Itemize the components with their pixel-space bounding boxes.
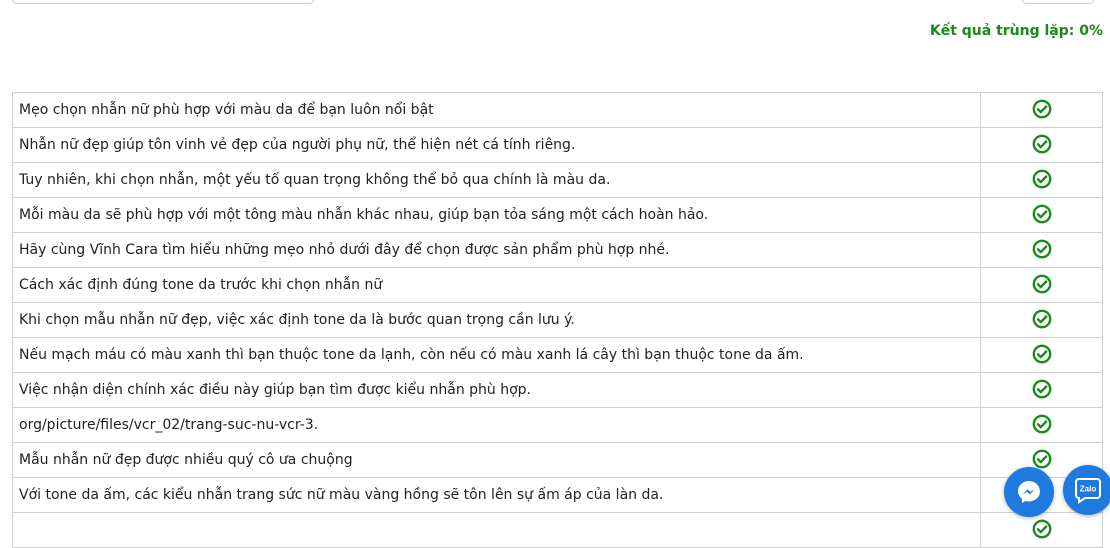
table-row bbox=[13, 478, 1103, 513]
check-circle-icon bbox=[1032, 519, 1052, 539]
messenger-button[interactable] bbox=[1004, 467, 1054, 517]
check-circle-icon bbox=[1032, 169, 1052, 189]
status-cell bbox=[981, 128, 1103, 163]
sentence-cell: Mẫu nhẫn nữ đẹp được nhiều quý cô ưa chuộng bbox=[13, 443, 981, 478]
status-cell bbox=[981, 93, 1103, 128]
sentence-cell: Việc nhận diện chính xác điều này giúp bạn tìm được kiểu nhẫn phù hợp. bbox=[13, 373, 981, 408]
status-cell bbox=[981, 198, 1103, 233]
status-cell bbox=[981, 268, 1103, 303]
check-circle-icon bbox=[1032, 344, 1052, 364]
table-row bbox=[13, 373, 1103, 408]
sentence-cell: Tuy nhiên, khi chọn nhẫn, một yếu tố quan trọng không thể bỏ qua chính là màu da. bbox=[13, 163, 981, 198]
table-row bbox=[13, 128, 1103, 163]
zalo-icon bbox=[1073, 475, 1103, 505]
top-input[interactable] bbox=[12, 0, 314, 4]
table-row bbox=[13, 93, 1103, 128]
status-cell bbox=[981, 233, 1103, 268]
check-circle-icon bbox=[1032, 379, 1052, 399]
status-cell bbox=[981, 513, 1103, 548]
table-row bbox=[13, 513, 1103, 548]
sentence-cell: Nhẫn nữ đẹp giúp tôn vinh vẻ đẹp của người phụ nữ, thể hiện nét cá tính riêng. bbox=[13, 128, 981, 163]
sentence-cell: Mỗi màu da sẽ phù hợp với một tông màu nhẫn khác nhau, giúp bạn tỏa sáng một cách hoàn hảo. bbox=[13, 198, 981, 233]
check-circle-icon bbox=[1032, 204, 1052, 224]
table-row bbox=[13, 338, 1103, 373]
status-cell bbox=[981, 303, 1103, 338]
sentence-cell: Mẹo chọn nhẫn nữ phù hợp với màu da để bạn luôn nổi bật bbox=[13, 93, 981, 128]
table-row bbox=[13, 198, 1103, 233]
duplicate-result: Kết quả trùng lặp: 0% bbox=[929, 23, 1103, 39]
sentence-cell: Cách xác định đúng tone da trước khi chọn nhẫn nữ bbox=[13, 268, 981, 303]
status-cell bbox=[981, 408, 1103, 443]
sentence-check-table bbox=[12, 92, 1103, 548]
table-row bbox=[13, 408, 1103, 443]
table-row bbox=[13, 163, 1103, 198]
sentence-cell: Với tone da ấm, các kiểu nhẫn trang sức nữ màu vàng hồng sẽ tôn lên sự ấm áp của làn da. bbox=[13, 478, 981, 513]
zalo-label: Zalo bbox=[1079, 484, 1097, 494]
check-circle-icon bbox=[1032, 239, 1052, 259]
table-row bbox=[13, 443, 1103, 478]
sentence-cell bbox=[13, 513, 981, 548]
messenger-icon bbox=[1015, 478, 1043, 506]
sentence-cell: org/picture/files/vcr_02/trang-suc-nu-vcr-3. bbox=[13, 408, 981, 443]
check-circle-icon bbox=[1032, 274, 1052, 294]
top-button[interactable] bbox=[1022, 0, 1094, 4]
check-circle-icon bbox=[1032, 449, 1052, 469]
sentence-cell: Khi chọn mẫu nhẫn nữ đẹp, việc xác định tone da là bước quan trọng cần lưu ý. bbox=[13, 303, 981, 338]
table-row bbox=[13, 268, 1103, 303]
check-circle-icon bbox=[1032, 134, 1052, 154]
table-row bbox=[13, 233, 1103, 268]
status-cell bbox=[981, 163, 1103, 198]
sentence-cell: Hãy cùng Vĩnh Cara tìm hiểu những mẹo nhỏ dưới đây để chọn được sản phẩm phù hợp nhé. bbox=[13, 233, 981, 268]
sentence-cell: Nếu mạch máu có màu xanh thì bạn thuộc tone da lạnh, còn nếu có màu xanh lá cây thì bạn thuộc tone da ấm. bbox=[13, 338, 981, 373]
check-circle-icon bbox=[1032, 99, 1052, 119]
check-circle-icon bbox=[1032, 414, 1052, 434]
status-cell bbox=[981, 338, 1103, 373]
zalo-button[interactable] bbox=[1063, 465, 1110, 515]
status-cell bbox=[981, 373, 1103, 408]
table-row bbox=[13, 303, 1103, 338]
check-circle-icon bbox=[1032, 309, 1052, 329]
